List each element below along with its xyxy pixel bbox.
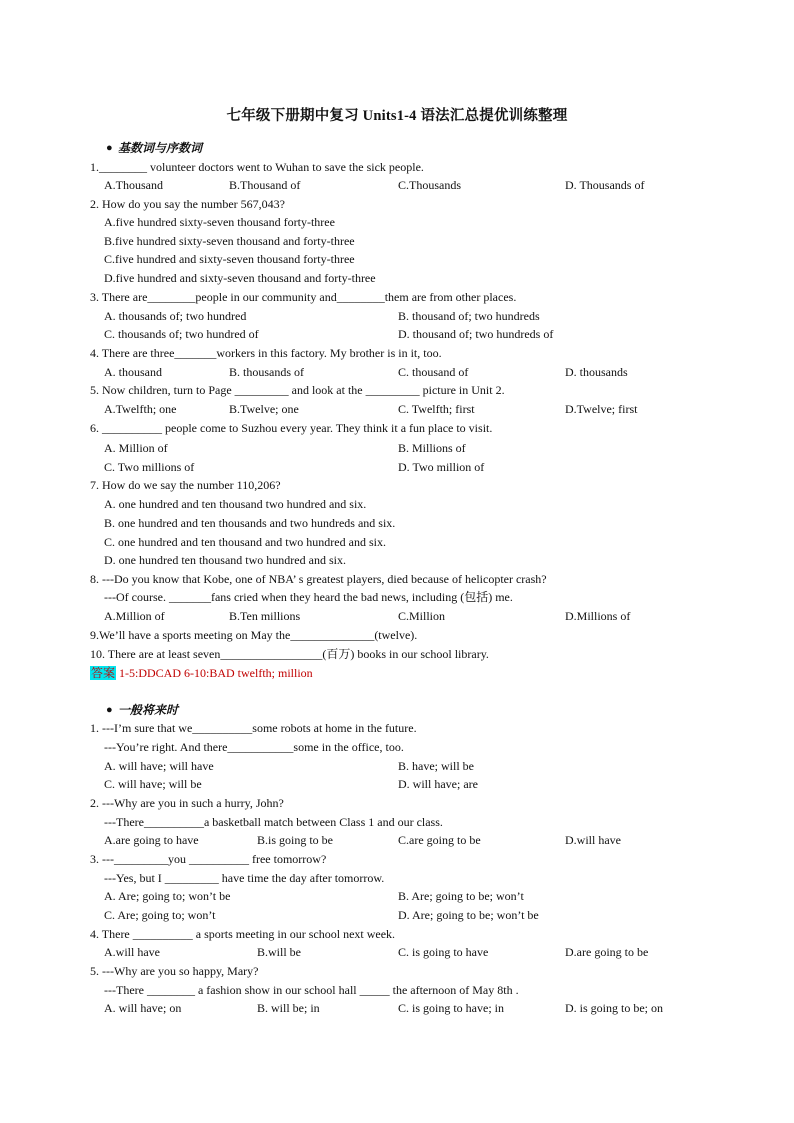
question-7-option-b: B. one hundred and ten thousands and two hundreds and six.	[104, 516, 396, 530]
answer-line	[90, 664, 313, 682]
answer-label: 答案	[91, 666, 116, 680]
future-question-5-reply: ---There ________ a fashion show in our school hall _____ the afternoon of May 8th .	[104, 983, 519, 997]
future-question-3-reply: ---Yes, but I _________ have time the day after tomorrow.	[104, 871, 385, 885]
future-question-3-option-a: A. Are; going to; won’t be	[104, 889, 231, 903]
question-1-option-a: A.Thousand	[104, 178, 163, 192]
question-5-option-b: B.Twelve; one	[229, 402, 299, 416]
future-question-4-stem: 4. There __________ a sports meeting in our school next week.	[90, 927, 396, 941]
question-8-option-a: A.Million of	[104, 609, 165, 623]
question-2-option-b: B.five hundred sixty-seven thousand and forty-three	[104, 234, 355, 248]
future-question-4-option-d: D.are going to be	[565, 945, 649, 959]
question-6-option-a: A. Million of	[104, 441, 168, 455]
question-5-option-c: C. Twelfth; first	[398, 402, 475, 416]
future-question-1-stem: 1. ---I’m sure that we__________some robots at home in the future.	[90, 721, 417, 735]
question-6-option-b: B. Millions of	[398, 441, 466, 455]
answer-text: 1-5:DDCAD 6-10:BAD twelfth; million	[116, 666, 313, 680]
section-heading-numerals: 基数词与序数词	[118, 141, 203, 155]
future-question-2-option-b: B.is going to be	[257, 833, 334, 847]
question-4-option-b: B. thousands of	[229, 365, 304, 379]
future-question-1-option-c: C. will have; will be	[104, 777, 202, 791]
question-6-stem: 6. __________ people come to Suzhou every year. They think it a fun place to visit.	[90, 421, 493, 435]
question-1-option-b: B.Thousand of	[229, 178, 301, 192]
section-bullet: ●	[106, 142, 113, 154]
question-1-option-d: D. Thousands of	[565, 178, 645, 192]
question-9-stem: 9.We’ll have a sports meeting on May the______________(twelve).	[90, 628, 418, 642]
question-8-option-d: D.Millions of	[565, 609, 631, 623]
question-3-stem: 3. There are________people in our community and________them are from other places.	[90, 290, 517, 304]
question-2-stem: 2. How do you say the number 567,043?	[90, 197, 285, 211]
question-6-option-c: C. Two millions of	[104, 460, 195, 474]
question-3-option-d: D. thousand of; two hundreds of	[398, 327, 554, 341]
question-1-stem: 1.________ volunteer doctors went to Wuhan to save the sick people.	[90, 160, 424, 174]
question-5-option-a: A.Twelfth; one	[104, 402, 177, 416]
future-question-4-option-a: A.will have	[104, 945, 160, 959]
future-question-3-option-d: D. Are; going to be; won’t be	[398, 908, 539, 922]
question-5-stem: 5. Now children, turn to Page _________ and look at the _________ picture in Unit 2.	[90, 383, 505, 397]
future-question-2-option-a: A.are going to have	[104, 833, 199, 847]
question-4-option-a: A. thousand	[104, 365, 162, 379]
future-question-5-option-b: B. will be; in	[257, 1001, 320, 1015]
future-question-2-option-d: D.will have	[565, 833, 621, 847]
future-question-3-option-c: C. Are; going to; won’t	[104, 908, 216, 922]
question-8-reply: ---Of course. _______fans cried when they heard the bad news, including (包括) me.	[104, 590, 513, 604]
future-question-1-option-a: A. will have; will have	[104, 759, 214, 773]
future-question-2-stem: 2. ---Why are you in such a hurry, John?	[90, 796, 284, 810]
question-1-option-c: C.Thousands	[398, 178, 461, 192]
section-bullet: ●	[106, 704, 113, 716]
question-3-option-b: B. thousand of; two hundreds	[398, 309, 540, 323]
question-4-option-d: D. thousands	[565, 365, 628, 379]
question-10-stem: 10. There are at least seven_________________(百万) books in our school library.	[90, 647, 489, 661]
question-7-option-c: C. one hundred and ten thousand and two hundred and six.	[104, 535, 386, 549]
page-title: 七年级下册期中复习 Units1-4 语法汇总提优训练整理	[226, 108, 568, 124]
question-8-option-b: B.Ten millions	[229, 609, 301, 623]
question-7-option-a: A. one hundred and ten thousand two hundred and six.	[104, 497, 367, 511]
question-3-option-a: A. thousands of; two hundred	[104, 309, 247, 323]
future-question-5-option-a: A. will have; on	[104, 1001, 182, 1015]
question-7-option-d: D. one hundred ten thousand two hundred and six.	[104, 553, 346, 567]
future-question-3-option-b: B. Are; going to be; won’t	[398, 889, 524, 903]
question-8-option-c: C.Million	[398, 609, 446, 623]
future-question-5-option-c: C. is going to have; in	[398, 1001, 504, 1015]
question-4-stem: 4. There are three_______workers in this factory. My brother is in it, too.	[90, 346, 442, 360]
question-4-option-c: C. thousand of	[398, 365, 469, 379]
question-6-option-d: D. Two million of	[398, 460, 485, 474]
future-question-2-reply: ---There__________a basketball match between Class 1 and our class.	[104, 815, 443, 829]
future-question-1-reply: ---You’re right. And there___________some in the office, too.	[104, 740, 404, 754]
question-2-option-d: D.five hundred and sixty-seven thousand and forty-three	[104, 271, 376, 285]
question-3-option-c: C. thousands of; two hundred of	[104, 327, 259, 341]
question-2-option-c: C.five hundred and sixty-seven thousand forty-three	[104, 252, 355, 266]
future-question-1-option-d: D. will have; are	[398, 777, 478, 791]
section-heading-future-tense: 一般将来时	[118, 703, 179, 717]
question-8-stem: 8. ---Do you know that Kobe, one of NBA’ s greatest players, died because of helicopter crash?	[90, 572, 547, 586]
future-question-2-option-c: C.are going to be	[398, 833, 481, 847]
future-question-4-option-c: C. is going to have	[398, 945, 489, 959]
future-question-1-option-b: B. have; will be	[398, 759, 474, 773]
question-5-option-d: D.Twelve; first	[565, 402, 638, 416]
question-2-option-a: A.five hundred sixty-seven thousand forty-three	[104, 215, 335, 229]
future-question-5-option-d: D. is going to be; on	[565, 1001, 663, 1015]
question-7-stem: 7. How do we say the number 110,206?	[90, 478, 281, 492]
future-question-4-option-b: B.will be	[257, 945, 301, 959]
future-question-5-stem: 5. ---Why are you so happy, Mary?	[90, 964, 259, 978]
future-question-3-stem: 3. ---_________you __________ free tomorrow?	[90, 852, 327, 866]
